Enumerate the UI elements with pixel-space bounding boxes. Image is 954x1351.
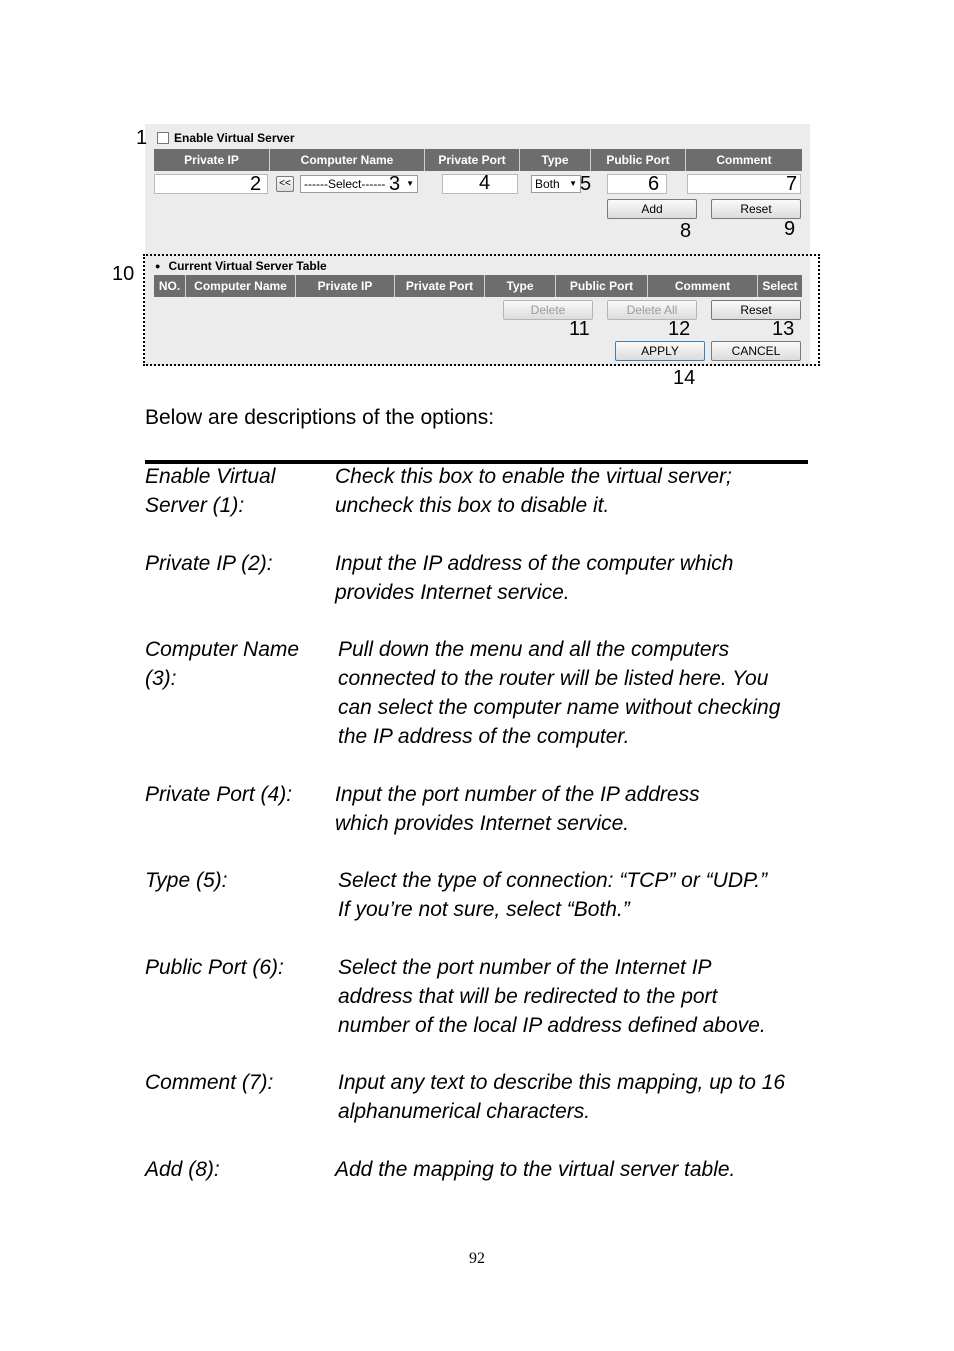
desc-line: Input any text to describe this mapping, up to 16 — [338, 1071, 786, 1094]
term-line: Type (5): — [145, 869, 228, 892]
apply-button[interactable]: APPLY — [615, 341, 705, 361]
intro-text: Below are descriptions of the options: — [145, 406, 495, 429]
term-line: Public Port (6): — [145, 956, 284, 979]
option-term-comment — [145, 1068, 335, 1097]
desc-line: Select the port number of the Internet IP — [338, 956, 712, 979]
add-button[interactable]: Add — [607, 199, 697, 219]
enable-virtual-server-label: Enable Virtual Server — [174, 131, 295, 145]
callout-6: 6 — [648, 173, 660, 195]
desc-line: which provides Internet service. — [335, 812, 630, 835]
delete-button[interactable]: Delete — [503, 300, 593, 320]
term-line: Enable Virtual — [145, 465, 276, 488]
header-private-ip: Private IP — [154, 149, 270, 171]
term-line: Private IP (2): — [145, 552, 273, 575]
desc-line: Add the mapping to the virtual server table. — [335, 1158, 736, 1181]
reset-table-button[interactable]: Reset — [711, 300, 801, 320]
computer-name-select[interactable] — [300, 175, 418, 193]
desc-line: connected to the router will be listed here. You — [338, 667, 769, 690]
callout-1: 1 — [136, 127, 148, 149]
callout-7: 7 — [786, 173, 798, 195]
desc-line: Input the IP address of the computer which — [335, 552, 734, 575]
option-term-add — [145, 1155, 335, 1184]
callout-9: 9 — [784, 218, 796, 240]
option-desc-type — [338, 866, 818, 924]
option-term-computer-name — [145, 635, 335, 693]
desc-line: number of the local IP address defined above. — [338, 1014, 766, 1037]
term-line: (3): — [145, 667, 177, 690]
desc-line: can select the computer name without checking — [338, 696, 781, 719]
chevron-down-icon: ▼ — [406, 179, 414, 188]
col-private-ip: Private IP — [296, 275, 395, 297]
input-table-header — [154, 149, 802, 171]
option-term-type — [145, 866, 335, 895]
desc-line: uncheck this box to disable it. — [335, 494, 610, 517]
callout-14: 14 — [673, 367, 696, 389]
chevron-down-icon: ▼ — [569, 179, 577, 188]
term-line: Add (8): — [145, 1158, 220, 1181]
desc-line: alphanumerical characters. — [338, 1100, 591, 1123]
page-number: 92 — [469, 1250, 485, 1267]
callout-5: 5 — [580, 173, 592, 195]
callout-11: 11 — [569, 318, 590, 340]
desc-line: Select the type of connection: “TCP” or “UDP.” — [338, 869, 768, 892]
col-comment: Comment — [648, 275, 758, 297]
bullet-icon: ● — [155, 261, 161, 271]
term-line: Comment (7): — [145, 1071, 274, 1094]
enable-virtual-server-checkbox[interactable] — [157, 132, 169, 144]
col-private-port: Private Port — [395, 275, 485, 297]
delete-all-button[interactable]: Delete All — [607, 300, 697, 320]
comment-input[interactable] — [687, 174, 801, 194]
option-term-public-port — [145, 953, 335, 982]
desc-line: Pull down the menu and all the computers — [338, 638, 730, 661]
option-term-enable — [145, 462, 335, 520]
term-line: Private Port (4): — [145, 783, 293, 806]
col-no: NO. — [154, 275, 186, 297]
callout-13: 13 — [772, 318, 795, 340]
header-type: Type — [520, 149, 591, 171]
option-term-private-ip — [145, 549, 335, 578]
col-computer-name: Computer Name — [186, 275, 296, 297]
desc-line: Input the port number of the IP address — [335, 783, 700, 806]
option-desc-comment — [338, 1068, 818, 1126]
option-term-private-port — [145, 780, 335, 809]
callout-8: 8 — [680, 220, 692, 242]
header-public-port: Public Port — [591, 149, 686, 171]
term-line: Computer Name — [145, 638, 300, 661]
header-private-port: Private Port — [425, 149, 520, 171]
enable-virtual-server-row — [157, 131, 295, 145]
callout-3: 3 — [389, 173, 401, 195]
callout-10: 10 — [112, 263, 135, 285]
col-select: Select — [762, 279, 798, 293]
header-comment: Comment — [716, 153, 772, 167]
term-line: Server (1): — [145, 494, 245, 517]
option-desc-private-port — [335, 780, 815, 838]
table-title-row — [155, 259, 327, 273]
type-select[interactable] — [531, 175, 581, 193]
option-desc-public-port — [338, 953, 818, 1040]
copy-computer-button[interactable]: << — [276, 176, 294, 192]
col-type: Type — [485, 275, 556, 297]
desc-line: the IP address of the computer. — [338, 725, 630, 748]
desc-line: address that will be redirected to the port — [338, 985, 718, 1008]
desc-line: provides Internet service. — [335, 581, 570, 604]
callout-12: 12 — [668, 318, 691, 340]
desc-line: Check this box to enable the virtual server; — [335, 465, 732, 488]
current-table-header — [154, 275, 802, 297]
option-desc-computer-name — [338, 635, 818, 751]
option-desc-add — [335, 1155, 815, 1184]
type-select-value: Both — [535, 177, 560, 191]
option-desc-private-ip — [335, 549, 815, 607]
callout-2: 2 — [250, 173, 262, 195]
computer-name-select-value: ------Select------ — [304, 177, 386, 191]
desc-line: If you’re not sure, select “Both.” — [338, 898, 630, 921]
header-computer-name: Computer Name — [270, 149, 425, 171]
col-public-port: Public Port — [556, 275, 648, 297]
option-desc-enable — [335, 462, 815, 520]
callout-4: 4 — [479, 172, 491, 194]
reset-button[interactable]: Reset — [711, 199, 801, 219]
table-title: Current Virtual Server Table — [168, 259, 327, 273]
cancel-button[interactable]: CANCEL — [711, 341, 801, 361]
